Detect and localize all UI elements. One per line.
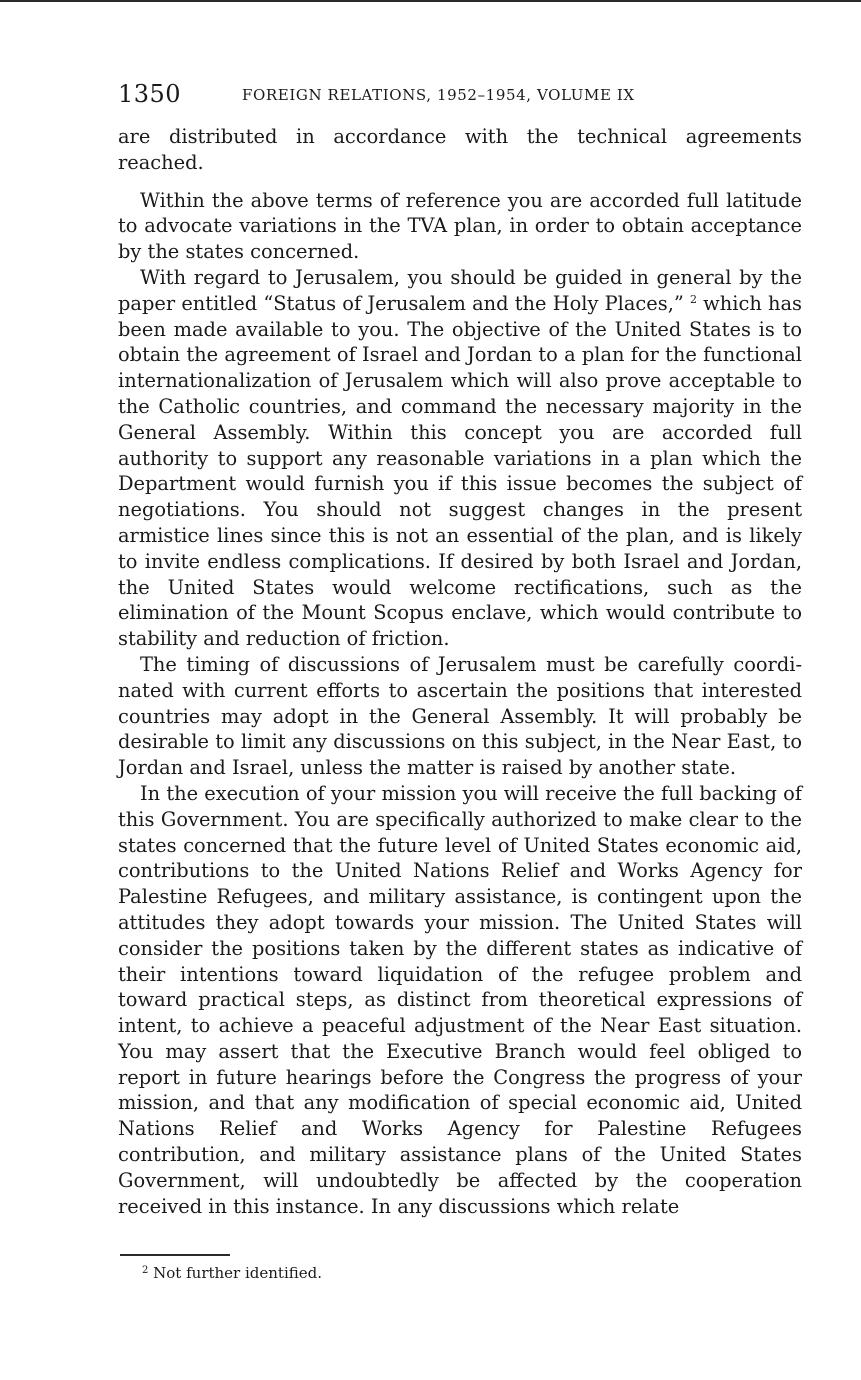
footnote-separator <box>120 1254 230 1256</box>
running-title: FOREIGN RELATIONS, 1952–1954, VOLUME IX <box>242 86 635 104</box>
footnote <box>142 1264 322 1282</box>
jerusalem-text-part-1: With regard to Jerusalem, you should be guided in general by the paper entitled “Status of Jerusalem and the Holy Places,” <box>118 265 802 315</box>
body-text <box>118 124 802 1219</box>
footnote-marker: 2 <box>142 1265 149 1276</box>
paragraph-jerusalem <box>118 265 802 652</box>
footnote-reference: 2 <box>689 292 697 306</box>
paragraph-execution: In the execution of your mission you will receive the full backing of this Government. You are specifically authorized to make clear to the states concerned that the future level of United States economic aid, contributions to the United Nations Relief and Works Agency for Palestine Refugees, and military assistance, is contingent upon the attitudes they adopt towards your mission. The United States will consider the positions taken by the different states as indicative of their intentions toward liquidation of the refugee problem and toward practical steps, as distinct from theoretical expressions of intent, to achieve a peaceful adjustment of the Near East situation. You may assert that the Executive Branch would feel obliged to report in future hearings before the Congress the progress of your mission, and that any modification of special economic aid, United Nations Relief and Works Agency for Palestine Refugees contribution, and military assistance plans of the United States Government, will undoubtedly be affected by the cooperation received in this instance. In any discussions which relate <box>118 781 802 1218</box>
page-number: 1350 <box>118 80 182 108</box>
running-head <box>118 80 802 112</box>
paragraph-continuation: are distributed in accordance with the technical agreements reached. <box>118 125 802 174</box>
top-edge-rule <box>0 0 861 2</box>
footnote-text: Not further identified. <box>153 1264 323 1282</box>
paragraph-timing: The timing of discussions of Jerusalem must be carefully coordinated with current efforts to ascertain the positions that interested countries may adopt in the General Assembly. It will probably be desirable to limit any discussions on this subject, in the Near East, to Jordan and Israel, unless the matter is raised by another state. <box>118 652 802 780</box>
jerusalem-text-part-2: which has been made available to you. The objective of the United States is to obtain the agreement of Israel and Jordan to a plan for the functional internationalization of Jerusalem which will also prove acceptable to the Catholic countries, and command the necessary majority in the General Assembly. Within this concept you are accorded full authority to support any reasonable variations in a plan which the Department would furnish you if this issue becomes the subject of negotiations. You should not suggest changes in the present armistice lines since this is not an essential of the plan, and is likely to invite endless complications. If desired by both Israel and Jordan, the United States would welcome rectifications, such as the elimination of the Mount Scopus enclave, which would contribute to stability and reduction of friction. <box>118 291 802 651</box>
paragraph-terms-of-reference: Within the above terms of reference you are accorded full latitude to advocate variations in the TVA plan, in order to obtain acceptance by the states concerned. <box>118 188 802 264</box>
